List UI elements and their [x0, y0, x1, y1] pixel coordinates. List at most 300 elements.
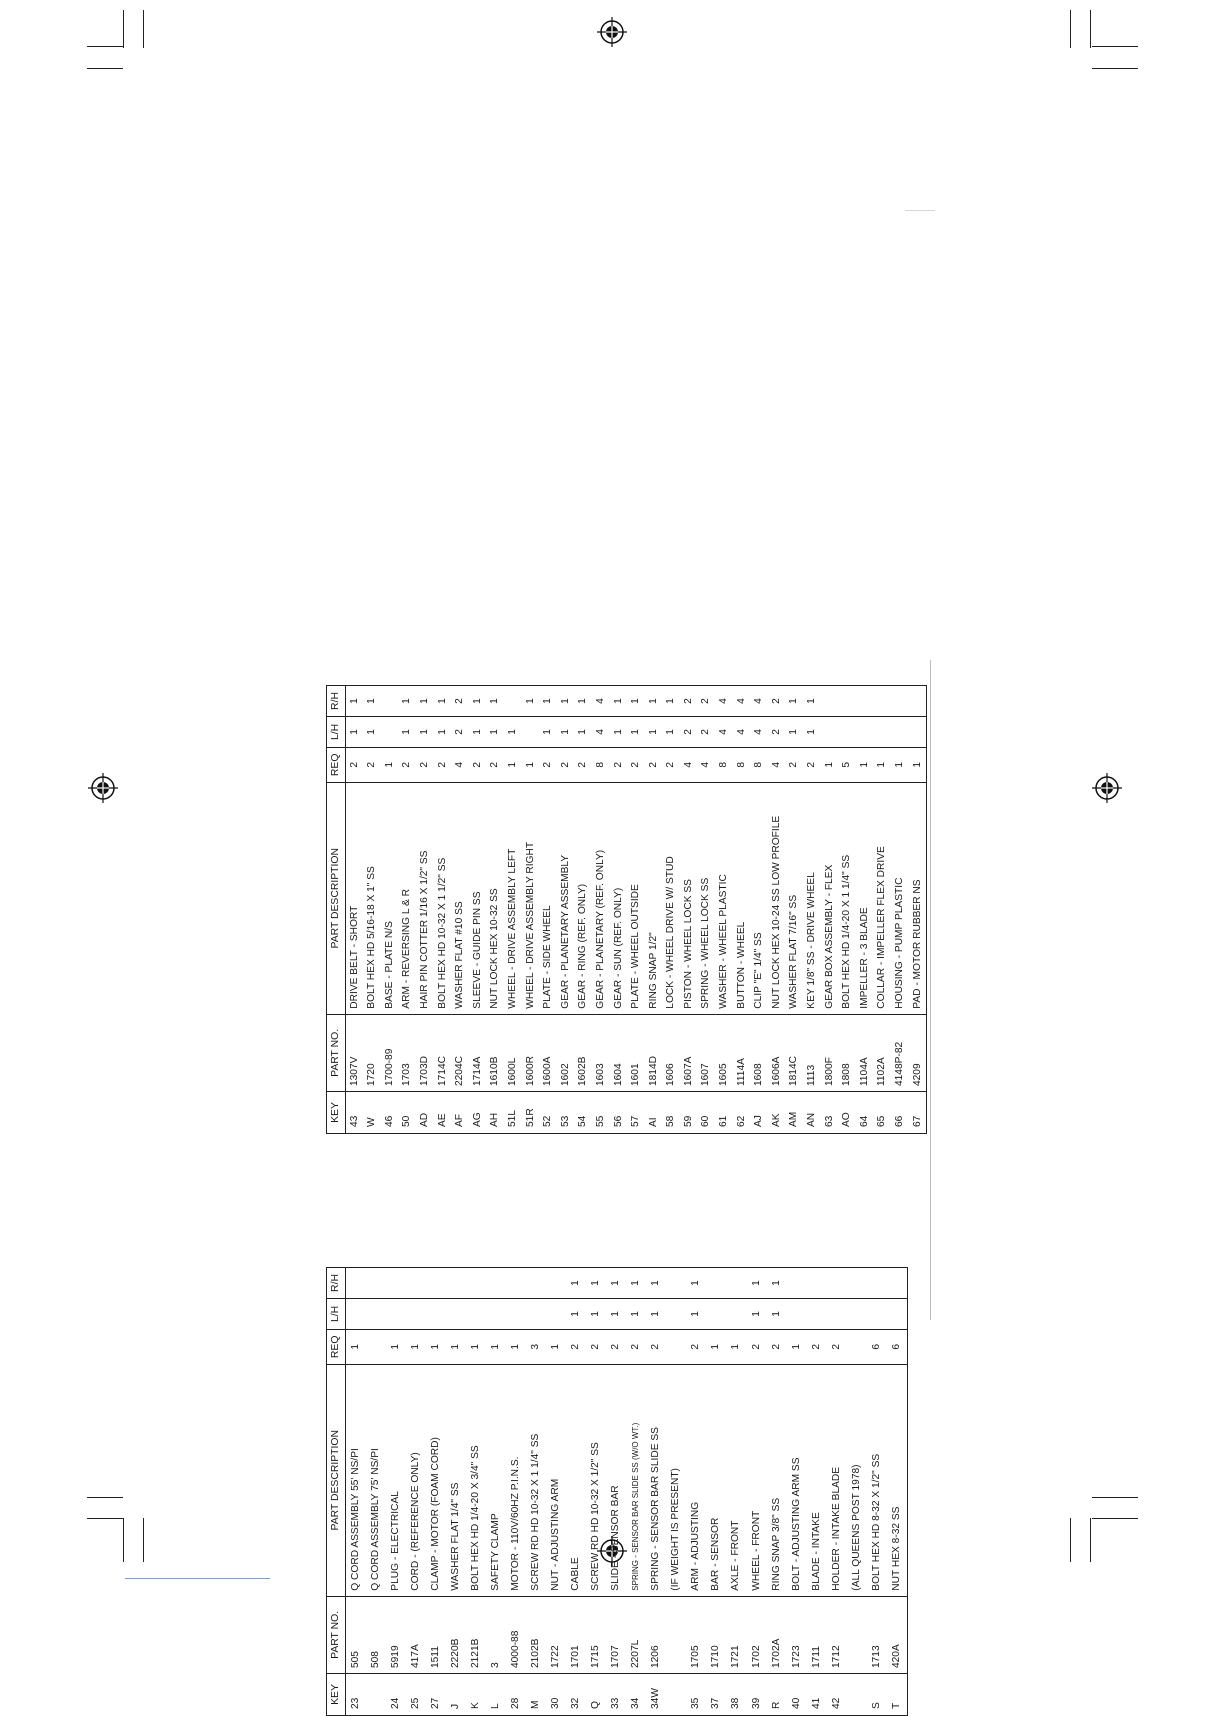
cell-description: CORD - (REFERENCE ONLY) — [406, 1364, 426, 1596]
cell-req: 2 — [574, 747, 592, 782]
cell-key: M — [530, 1700, 542, 1709]
cell-description: BAR - SENSOR — [706, 1364, 726, 1596]
cell-lh — [821, 716, 839, 747]
cell-req: 2 — [686, 1329, 706, 1364]
cell-req: 1 — [386, 1329, 406, 1364]
cell-part-no: 1607 — [697, 1014, 715, 1091]
cell-part-no: 1600L — [504, 1014, 522, 1091]
cell-lh — [506, 1298, 526, 1329]
cell-description: CABLE — [566, 1364, 586, 1596]
table-header-row — [327, 686, 346, 1134]
cell-key: AD — [418, 1112, 430, 1127]
cell-key: AF — [454, 1113, 466, 1127]
table-row — [610, 686, 628, 1134]
cell-key: J — [450, 1703, 462, 1709]
cell-rh — [366, 1268, 386, 1299]
table-row — [466, 1268, 486, 1716]
cell-req: 1 — [466, 1329, 486, 1364]
table-row — [434, 686, 452, 1134]
table-row — [574, 686, 592, 1134]
cell-description: CLAMP - MOTOR (FOAM CORD) — [426, 1364, 446, 1596]
cell-lh — [873, 716, 891, 747]
cell-lh — [909, 716, 927, 747]
table-row — [522, 686, 540, 1134]
cell-part-no: 2220B — [446, 1596, 466, 1673]
cell-description: SPRING - SENSOR BAR SLIDE SS (W/O WT.) — [626, 1364, 646, 1596]
cell-req: 1 — [821, 747, 839, 782]
cell-key: 24 — [389, 1697, 401, 1709]
cell-lh — [406, 1298, 426, 1329]
table-row — [680, 686, 698, 1134]
cell-lh: 1 — [646, 1298, 666, 1329]
table-row — [416, 686, 434, 1134]
crop-mark — [123, 10, 124, 48]
cell-part-no: 1714C — [434, 1014, 452, 1091]
cell-key: W — [366, 1117, 378, 1127]
cell-part-no: 4209 — [909, 1014, 927, 1091]
cell-part-no: 1710 — [706, 1596, 726, 1673]
cell-req: 2 — [606, 1329, 626, 1364]
cell-key: 40 — [790, 1697, 802, 1709]
crop-mark — [87, 1518, 123, 1519]
table-row — [366, 1268, 386, 1716]
table-row — [526, 1268, 546, 1716]
cell-description: GEAR - RING (REF. ONLY) — [574, 782, 592, 1014]
cell-part-no: 1604 — [610, 1014, 628, 1091]
table-row — [539, 686, 557, 1134]
col-header-lh: L/H — [327, 716, 346, 747]
cell-description: HAIR PIN COTTER 1/16 X 1/2" SS — [416, 782, 434, 1014]
cell-req: 2 — [627, 747, 645, 782]
cell-lh: 2 — [768, 716, 786, 747]
cell-key: K — [470, 1702, 482, 1709]
cell-part-no: 1206 — [646, 1596, 666, 1673]
cell-lh — [666, 1298, 686, 1329]
cell-req: 1 — [909, 747, 927, 782]
cell-description: PAD - MOTOR RUBBER NS — [909, 782, 927, 1014]
cell-rh: 1 — [627, 686, 645, 717]
cell-req: 2 — [416, 747, 434, 782]
cell-part-no: 2207L — [626, 1596, 646, 1673]
cell-part-no: 2121B — [466, 1596, 486, 1673]
cell-key: 27 — [430, 1697, 442, 1709]
cell-lh: 1 — [566, 1298, 586, 1329]
registration-target-icon — [88, 773, 118, 803]
cell-req: 8 — [715, 747, 733, 782]
cell-part-no: 1602B — [574, 1014, 592, 1091]
cell-part-no: 1102A — [873, 1014, 891, 1091]
cell-lh — [826, 1298, 846, 1329]
cell-part-no: 1605 — [715, 1014, 733, 1091]
cell-rh: 1 — [586, 1268, 606, 1299]
cell-req: 8 — [733, 747, 751, 782]
cell-part-no: 1808 — [838, 1014, 856, 1091]
table-row — [686, 1268, 706, 1716]
cell-description: SCREW RD HD 10-32 X 1 1/4" SS — [526, 1364, 546, 1596]
table-row — [821, 686, 839, 1134]
table-row — [768, 686, 786, 1134]
cell-key: 55 — [594, 1115, 606, 1127]
cell-lh: 1 — [345, 716, 363, 747]
cell-lh: 1 — [557, 716, 575, 747]
cell-description: BUTTON - WHEEL — [733, 782, 751, 1014]
cell-rh — [406, 1268, 426, 1299]
cell-description: BOLT - ADJUSTING ARM SS — [786, 1364, 806, 1596]
cell-rh: 1 — [345, 686, 363, 717]
table-row — [666, 1268, 686, 1716]
cell-rh — [446, 1268, 466, 1299]
crop-mark — [87, 68, 123, 69]
cell-req: 2 — [434, 747, 452, 782]
cell-req: 2 — [645, 747, 663, 782]
cell-req: 2 — [363, 747, 381, 782]
cell-key: T — [890, 1702, 902, 1709]
cell-part-no: 1702A — [766, 1596, 786, 1673]
cell-req: 2 — [469, 747, 487, 782]
table-row — [506, 1268, 526, 1716]
cell-req: 1 — [345, 1329, 366, 1364]
cell-key: 67 — [911, 1115, 923, 1127]
cell-req: 2 — [766, 1329, 786, 1364]
cell-part-no: 1720 — [363, 1014, 381, 1091]
cell-rh: 1 — [469, 686, 487, 717]
cell-description: BLADE - INTAKE — [806, 1364, 826, 1596]
cell-description: AXLE - FRONT — [726, 1364, 746, 1596]
upper-parts-table — [326, 685, 927, 1134]
table-row — [381, 686, 399, 1134]
cell-part-no: 1713 — [866, 1596, 886, 1673]
cell-part-no: 1113 — [803, 1014, 821, 1091]
table-row — [406, 1268, 426, 1716]
table-row — [592, 686, 610, 1134]
cell-part-no: 1715 — [586, 1596, 606, 1673]
cell-key: 60 — [700, 1115, 712, 1127]
cell-lh: 4 — [733, 716, 751, 747]
cell-lh — [446, 1298, 466, 1329]
table-row — [726, 1268, 746, 1716]
cell-description: SPRING - WHEEL LOCK SS — [697, 782, 715, 1014]
cell-rh — [546, 1268, 566, 1299]
cell-part-no: 1722 — [546, 1596, 566, 1673]
cell-lh — [386, 1298, 406, 1329]
cell-description: BOLT HEX HD 8-32 X 1/2" SS — [866, 1364, 886, 1596]
cell-rh — [345, 1268, 366, 1299]
cell-rh: 1 — [363, 686, 381, 717]
cell-description: LOCK - WHEEL DRIVE W/ STUD — [662, 782, 680, 1014]
cell-req: 2 — [803, 747, 821, 782]
cell-rh — [466, 1268, 486, 1299]
cell-lh: 1 — [398, 716, 416, 747]
cell-lh: 1 — [626, 1298, 646, 1329]
cell-rh — [873, 686, 891, 717]
cell-part-no: 4148P-82 — [891, 1014, 909, 1091]
cell-description: COLLAR - IMPELLER FLEX DRIVE — [873, 782, 891, 1014]
cell-part-no: 505 — [345, 1596, 366, 1673]
cell-part-no: 1307V — [345, 1014, 363, 1091]
col-header-req: REQ — [327, 747, 346, 782]
col-header-lh: L/H — [327, 1298, 346, 1329]
cell-lh: 1 — [627, 716, 645, 747]
cell-rh — [526, 1268, 546, 1299]
cell-part-no: 1511 — [426, 1596, 446, 1673]
cell-key: 39 — [750, 1697, 762, 1709]
table-row — [846, 1268, 866, 1716]
cell-rh — [826, 1268, 846, 1299]
cell-lh — [345, 1298, 366, 1329]
cell-req: 1 — [726, 1329, 746, 1364]
table-row — [646, 1268, 666, 1716]
cell-req: 6 — [866, 1329, 886, 1364]
cell-lh — [887, 1298, 908, 1329]
cell-req: 2 — [826, 1329, 846, 1364]
cell-description: WASHER FLAT 1/4" SS — [446, 1364, 466, 1596]
cell-description: BOLT HEX HD 5/16-18 X 1" SS — [363, 782, 381, 1014]
crop-mark — [1092, 46, 1138, 47]
cell-description: NUT LOCK HEX 10-24 SS LOW PROFILE — [768, 782, 786, 1014]
cell-description: SAFETY CLAMP — [486, 1364, 506, 1596]
table-row — [557, 686, 575, 1134]
scan-edge-line — [905, 210, 935, 211]
cell-key: AG — [471, 1112, 483, 1127]
cell-part-no: 1700-89 — [381, 1014, 399, 1091]
cell-description: WASHER FLAT 7/16" SS — [785, 782, 803, 1014]
cell-req: 1 — [786, 1329, 806, 1364]
cell-lh — [546, 1298, 566, 1329]
cell-key: 65 — [876, 1115, 888, 1127]
cell-part-no: 420A — [887, 1596, 908, 1673]
cell-lh: 1 — [645, 716, 663, 747]
crop-mark — [143, 1518, 144, 1562]
cell-req: 2 — [626, 1329, 646, 1364]
col-header-rh: R/H — [327, 1268, 346, 1299]
cell-lh — [486, 1298, 506, 1329]
crop-mark — [1070, 10, 1071, 48]
cell-part-no: 1114A — [733, 1014, 751, 1091]
cell-lh — [366, 1298, 386, 1329]
cell-lh: 1 — [803, 716, 821, 747]
table-row — [803, 686, 821, 1134]
cell-rh: 1 — [566, 1268, 586, 1299]
cell-rh: 1 — [486, 686, 504, 717]
cell-key: 41 — [810, 1697, 822, 1709]
cell-req: 1 — [504, 747, 522, 782]
cell-part-no: 1607A — [680, 1014, 698, 1091]
cell-req: 5 — [838, 747, 856, 782]
cell-description: ARM - REVERSING L & R — [398, 782, 416, 1014]
cell-lh — [786, 1298, 806, 1329]
table-row — [486, 686, 504, 1134]
table-row — [786, 1268, 806, 1716]
cell-rh: 1 — [626, 1268, 646, 1299]
cell-req: 2 — [486, 747, 504, 782]
crop-mark — [1090, 10, 1091, 48]
cell-rh: 1 — [662, 686, 680, 717]
cell-key: AN — [806, 1112, 818, 1127]
cell-description: WHEEL - DRIVE ASSEMBLY RIGHT — [522, 782, 540, 1014]
cell-rh — [856, 686, 874, 717]
cell-lh: 2 — [451, 716, 469, 747]
cell-req: 1 — [446, 1329, 466, 1364]
cell-key: AH — [489, 1112, 501, 1127]
cell-part-no: 2102B — [526, 1596, 546, 1673]
cell-rh: 2 — [451, 686, 469, 717]
cell-rh: 1 — [398, 686, 416, 717]
cell-part-no: 1723 — [786, 1596, 806, 1673]
crop-mark — [143, 10, 144, 48]
cell-part-no: 1601 — [627, 1014, 645, 1091]
cell-key: L — [490, 1703, 502, 1709]
cell-description: PISTON - WHEEL LOCK SS — [680, 782, 698, 1014]
scan-edge-line — [125, 1578, 270, 1579]
table-row — [826, 1268, 846, 1716]
cell-part-no: 1703 — [398, 1014, 416, 1091]
cell-key: 56 — [612, 1115, 624, 1127]
cell-description: KEY 1/8" SS - DRIVE WHEEL — [803, 782, 821, 1014]
table-row — [504, 686, 522, 1134]
cell-key: S — [870, 1702, 882, 1709]
crop-mark — [1090, 1518, 1091, 1562]
cell-key — [846, 1674, 866, 1716]
crop-mark — [1070, 1518, 1071, 1562]
table-row — [785, 686, 803, 1134]
cell-key: 43 — [348, 1115, 360, 1127]
cell-key: 54 — [577, 1115, 589, 1127]
cell-part-no: 4000-88 — [506, 1596, 526, 1673]
cell-rh: 1 — [646, 1268, 666, 1299]
cell-part-no: 1800F — [821, 1014, 839, 1091]
cell-lh — [381, 716, 399, 747]
crop-mark — [1092, 1518, 1138, 1519]
cell-part-no: 508 — [366, 1596, 386, 1673]
cell-part-no — [666, 1596, 686, 1673]
cell-req: 2 — [746, 1329, 766, 1364]
cell-description: CLIP "E" 1/4" SS — [750, 782, 768, 1014]
cell-lh: 1 — [766, 1298, 786, 1329]
cell-rh — [887, 1268, 908, 1299]
cell-key: R — [770, 1701, 782, 1709]
table-row — [546, 1268, 566, 1716]
cell-req: 1 — [506, 1329, 526, 1364]
table-row — [866, 1268, 886, 1716]
cell-description: WHEEL - DRIVE ASSEMBLY LEFT — [504, 782, 522, 1014]
cell-rh — [426, 1268, 446, 1299]
cell-lh — [526, 1298, 546, 1329]
col-header-key: KEY — [327, 1674, 346, 1716]
cell-lh: 1 — [416, 716, 434, 747]
cell-rh: 1 — [645, 686, 663, 717]
cell-part-no: 1606 — [662, 1014, 680, 1091]
table-row — [697, 686, 715, 1134]
cell-key: 59 — [682, 1115, 694, 1127]
table-row — [856, 686, 874, 1134]
cell-req: 1 — [426, 1329, 446, 1364]
cell-rh: 1 — [606, 1268, 626, 1299]
cell-lh: 4 — [592, 716, 610, 747]
cell-lh — [891, 716, 909, 747]
cell-part-no: 1608 — [750, 1014, 768, 1091]
cell-key: 32 — [570, 1697, 582, 1709]
cell-req: 2 — [610, 747, 628, 782]
cell-rh: 1 — [434, 686, 452, 717]
cell-part-no: 1606A — [768, 1014, 786, 1091]
cell-lh: 1 — [574, 716, 592, 747]
cell-lh: 1 — [504, 716, 522, 747]
cell-lh: 1 — [606, 1298, 626, 1329]
scan-edge-line — [930, 660, 931, 1320]
cell-part-no: 1814C — [785, 1014, 803, 1091]
cell-rh: 2 — [680, 686, 698, 717]
cell-key — [366, 1674, 386, 1716]
cell-description: NUT LOCK HEX 10-32 SS — [486, 782, 504, 1014]
cell-rh — [866, 1268, 886, 1299]
cell-rh — [726, 1268, 746, 1299]
cell-req: 8 — [592, 747, 610, 782]
cell-description: GEAR BOX ASSEMBLY - FLEX — [821, 782, 839, 1014]
cell-rh — [821, 686, 839, 717]
cell-rh: 4 — [592, 686, 610, 717]
cell-lh — [866, 1298, 886, 1329]
cell-req: 2 — [806, 1329, 826, 1364]
table-row — [386, 1268, 406, 1716]
cell-key: 63 — [823, 1115, 835, 1127]
cell-req — [666, 1329, 686, 1364]
cell-rh — [786, 1268, 806, 1299]
cell-rh: 1 — [574, 686, 592, 717]
cell-rh — [666, 1268, 686, 1299]
cell-key: AK — [770, 1113, 782, 1127]
cell-lh — [522, 716, 540, 747]
lower-parts-table — [326, 1267, 908, 1716]
cell-lh — [838, 716, 856, 747]
col-header-description: PART DESCRIPTION — [327, 1364, 346, 1596]
cell-description: WHEEL - FRONT — [746, 1364, 766, 1596]
cell-req: 4 — [451, 747, 469, 782]
table-row — [645, 686, 663, 1134]
col-header-rh: R/H — [327, 686, 346, 717]
cell-rh: 1 — [686, 1268, 706, 1299]
registration-target-icon — [1092, 773, 1122, 803]
cell-part-no: 1701 — [566, 1596, 586, 1673]
cell-key: AM — [788, 1111, 800, 1127]
cell-key: 57 — [630, 1115, 642, 1127]
cell-req: 1 — [706, 1329, 726, 1364]
cell-part-no: 1814D — [645, 1014, 663, 1091]
cell-description: GEAR - PLANETARY ASSEMBLY — [557, 782, 575, 1014]
cell-part-no: 1600A — [539, 1014, 557, 1091]
cell-req: 2 — [539, 747, 557, 782]
cell-description: PLATE - SIDE WHEEL — [539, 782, 557, 1014]
cell-key: 42 — [830, 1697, 842, 1709]
cell-lh: 1 — [686, 1298, 706, 1329]
cell-key: 23 — [349, 1697, 361, 1709]
cell-req: 1 — [381, 747, 399, 782]
cell-lh: 2 — [680, 716, 698, 747]
cell-part-no: 1711 — [806, 1596, 826, 1673]
cell-description: SLIDE - SENSOR BAR — [606, 1364, 626, 1596]
cell-req: 2 — [586, 1329, 606, 1364]
cell-req — [366, 1329, 386, 1364]
table-row — [451, 686, 469, 1134]
cell-lh: 1 — [662, 716, 680, 747]
cell-description: SLEEVE - GUIDE PIN SS — [469, 782, 487, 1014]
cell-rh: 1 — [539, 686, 557, 717]
table-row — [891, 686, 909, 1134]
table-row — [838, 686, 856, 1134]
cell-lh: 1 — [539, 716, 557, 747]
table-row — [426, 1268, 446, 1716]
cell-part-no: 1104A — [856, 1014, 874, 1091]
cell-part-no: 1712 — [826, 1596, 846, 1673]
